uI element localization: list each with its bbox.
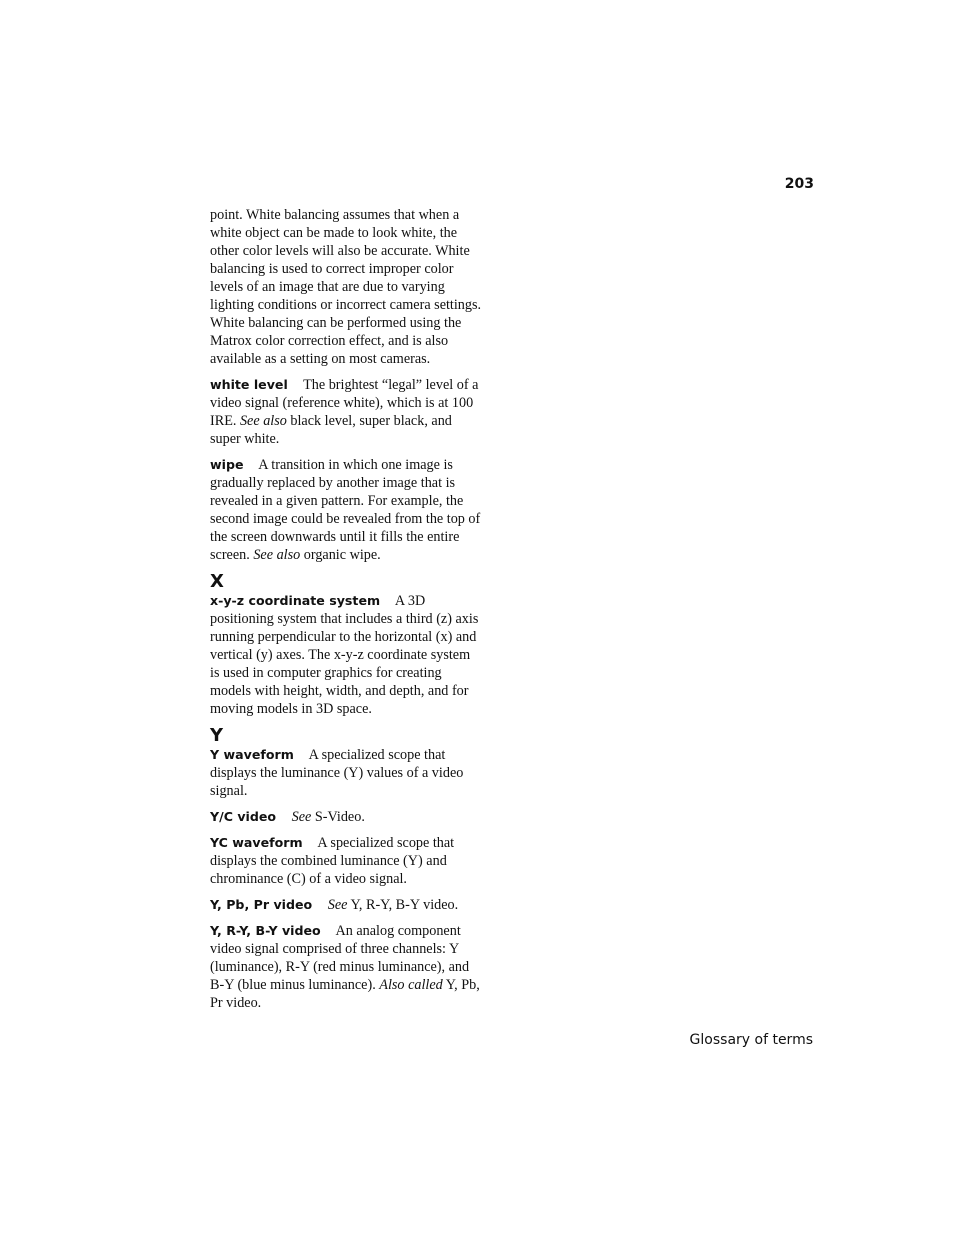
definition-text: A specialized scope that displays the combined luminance (Y) and chrominance (C) of a video signal. — [210, 835, 455, 887]
cross-reference: S-Video. — [314, 809, 365, 825]
also-called-label: Also called — [379, 977, 443, 993]
see-label: See — [291, 809, 312, 825]
term-xyz-coordinate-system: x-y-z coordinate system — [210, 593, 381, 608]
entry-yc-waveform — [210, 834, 482, 888]
entry-y-waveform — [210, 746, 482, 800]
term-y-pb-pr-video: Y, Pb, Pr video — [210, 897, 313, 912]
term-y-waveform: Y waveform — [210, 747, 294, 762]
cross-reference: black level, super black, and super white. — [210, 413, 452, 447]
see-also-label: See also — [239, 413, 287, 429]
section-letter-x: X — [210, 571, 224, 592]
cross-reference: Y, R-Y, B-Y video. — [350, 897, 459, 913]
entry-yc-video — [210, 808, 482, 826]
entry-xyz-coordinate-system — [210, 592, 482, 718]
term-white-level: white level — [210, 377, 288, 392]
term-y-ry-by-video: Y, R-Y, B-Y video — [210, 923, 321, 938]
entry-y-pb-pr-video — [210, 896, 482, 914]
definition-text: A 3D positioning system that includes a third (z) axis running perpendicular to the horizontal (x) and vertical (y) axes. The x-y-z coordinate system is used in computer graphics for creating models with height, width, and depth, and for moving models in 3D space. — [210, 593, 479, 717]
see-also-label: See also — [253, 547, 301, 563]
entry-y-ry-by-video — [210, 922, 482, 1012]
term-wipe: wipe — [210, 457, 244, 472]
term-yc-video: Y/C video — [210, 809, 277, 824]
term-yc-waveform: YC waveform — [210, 835, 303, 850]
running-footer: Glossary of terms — [689, 1032, 813, 1048]
cross-reference: organic wipe. — [303, 547, 381, 563]
page-number: 203 — [784, 176, 814, 192]
definition-text: An analog component video signal comprised of three channels: Y (luminance), R-Y (red minus luminance), and B-Y (blue minus luminance). — [210, 923, 470, 993]
definition-text: A specialized scope that displays the luminance (Y) values of a video signal. — [210, 747, 464, 799]
see-label: See — [327, 897, 348, 913]
entry-white-level — [210, 376, 482, 448]
intro-paragraph: point. White balancing assumes that when a white object can be made to look white, the other color levels will also be accurate. White balancing is used to correct improper color levels of an image that are due to varying lighting conditions or incorrect camera settings. White balancing can be performed using the Matrox color correction effect, and is also available as a setting on most cameras. — [210, 207, 482, 367]
glossary-column — [210, 206, 482, 1020]
section-letter-y: Y — [210, 725, 224, 746]
definition-text: The brightest “legal” level of a video signal (reference white), which is at 100 IRE. — [210, 377, 479, 429]
cross-reference: Y, Pb, Pr video. — [210, 977, 480, 1011]
definition-text: A transition in which one image is gradually replaced by another image that is revealed in a given pattern. For example, the second image could be revealed from the top of the screen downwards until it fills the entire screen. — [210, 457, 481, 563]
entry-wipe — [210, 456, 482, 564]
